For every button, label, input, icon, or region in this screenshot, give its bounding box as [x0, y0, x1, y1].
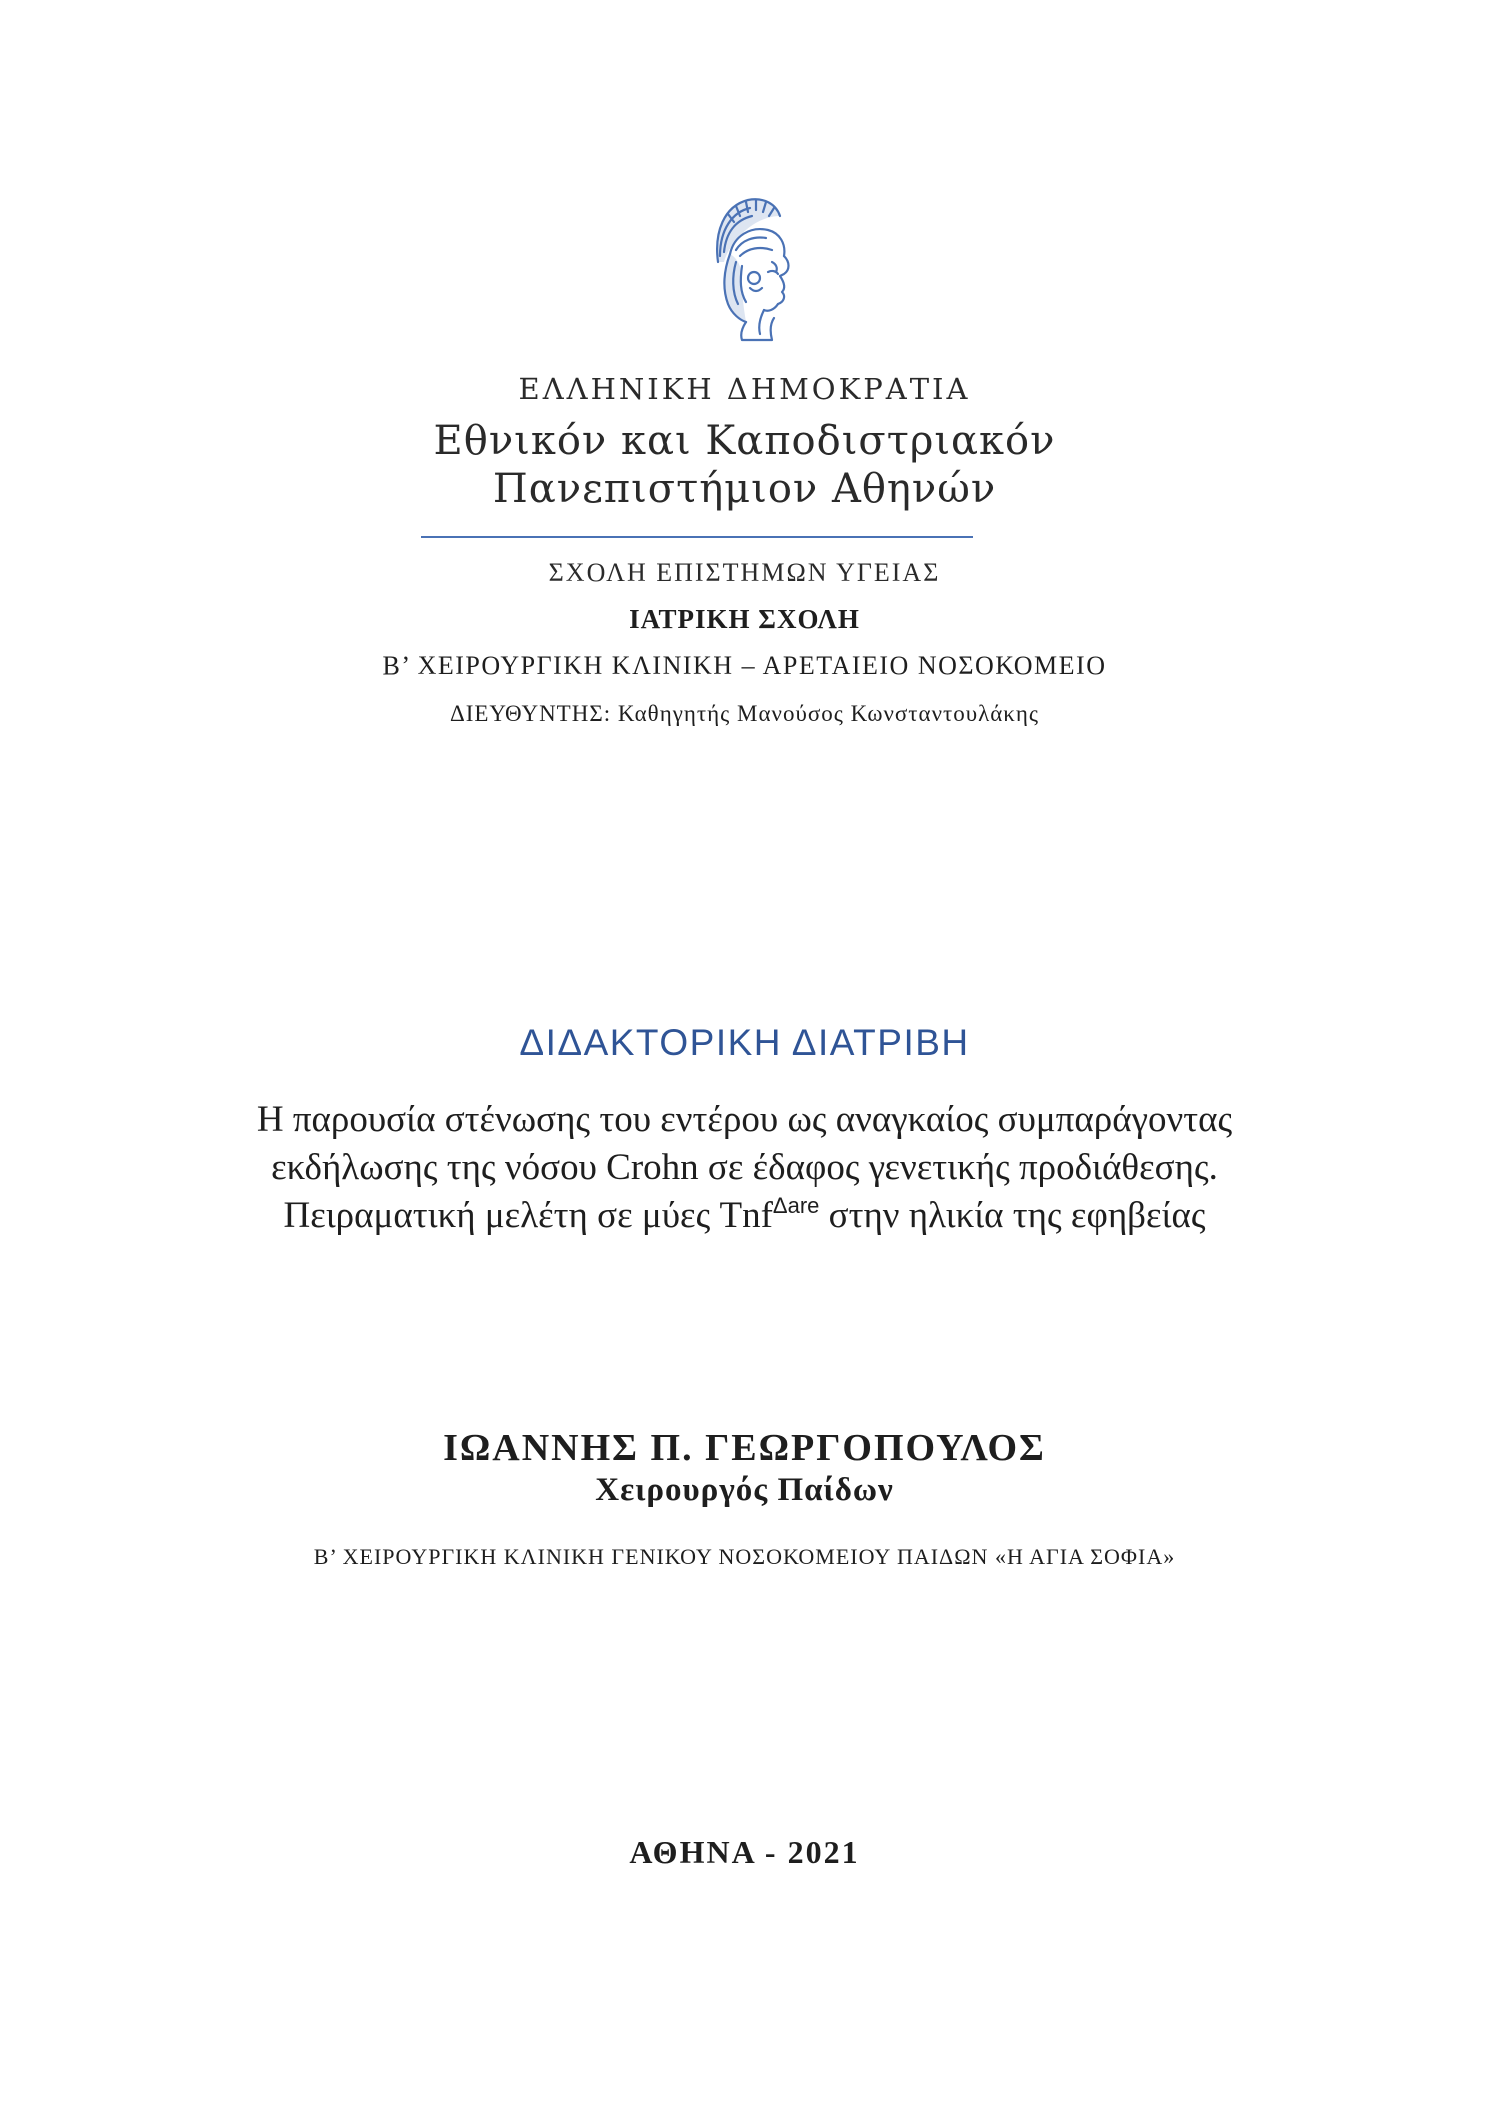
thesis-title-line3 [0, 1193, 1489, 1237]
university-name-line2: Πανεπιστήμιον Αθηνών [492, 466, 997, 512]
city-year: ΑΘΗΝΑ - 2021 [629, 1834, 860, 1870]
clinic-name: Β’ ΧΕΙΡΟΥΡΓΙΚΗ ΚΛΙΝΙΚΗ – ΑΡΕΤΑΙΕΙΟ ΝΟΣΟΚΟΜΕΙΟ [382, 651, 1107, 680]
thesis-title-line2: εκδήλωσης της νόσου Crohn σε έδαφος γενετικής προδιάθεσης. [271, 1147, 1218, 1188]
thesis-label: ΔΙΔΑΚΤΟΡΙΚΗ ΔΙΑΤΡΙΒΗ [519, 1022, 970, 1063]
author-name: ΙΩΑΝΝΗΣ Π. ΓΕΩΡΓΟΠΟΥΛΟΣ [443, 1427, 1046, 1469]
medical-school-name: ΙΑΤΡΙΚΗ ΣΧΟΛΗ [629, 604, 860, 634]
republic-heading: ΕΛΛΗΝΙΚΗ ΔΗΜΟΚΡΑΤΙΑ [518, 372, 971, 406]
gene-superscript: Δare [772, 1193, 820, 1218]
author-role: Χειρουργός Παίδων [595, 1472, 894, 1508]
school-name: ΣΧΟΛΗ ΕΠΙΣΤΗΜΩΝ ΥΓΕΙΑΣ [548, 558, 941, 587]
director-line: ΔΙΕΥΘΥΝΤΗΣ: Καθηγητής Μανούσος Κωνσταντουλάκης [449, 701, 1040, 726]
thesis-title-line3-start: Πειραματική μελέτη σε μύες Tnf [283, 1195, 773, 1236]
header-divider [421, 536, 973, 538]
athena-head-icon [690, 192, 802, 342]
thesis-title-line3-end: στην ηλικία της εφηβείας [819, 1195, 1206, 1236]
thesis-title-line1: Η παρουσία στένωσης του εντέρου ως αναγκαίος συμπαράγοντας [256, 1099, 1233, 1140]
university-name-line1: Εθνικόν και Καποδιστριακόν [433, 418, 1056, 464]
author-affiliation: Β’ ΧΕΙΡΟΥΡΓΙΚΗ ΚΛΙΝΙΚΗ ΓΕΝΙΚΟΥ ΝΟΣΟΚΟΜΕΙΟΥ ΠΑΙΔΩΝ «Η ΑΓΙΑ ΣΟΦΙΑ» [313, 1544, 1176, 1569]
